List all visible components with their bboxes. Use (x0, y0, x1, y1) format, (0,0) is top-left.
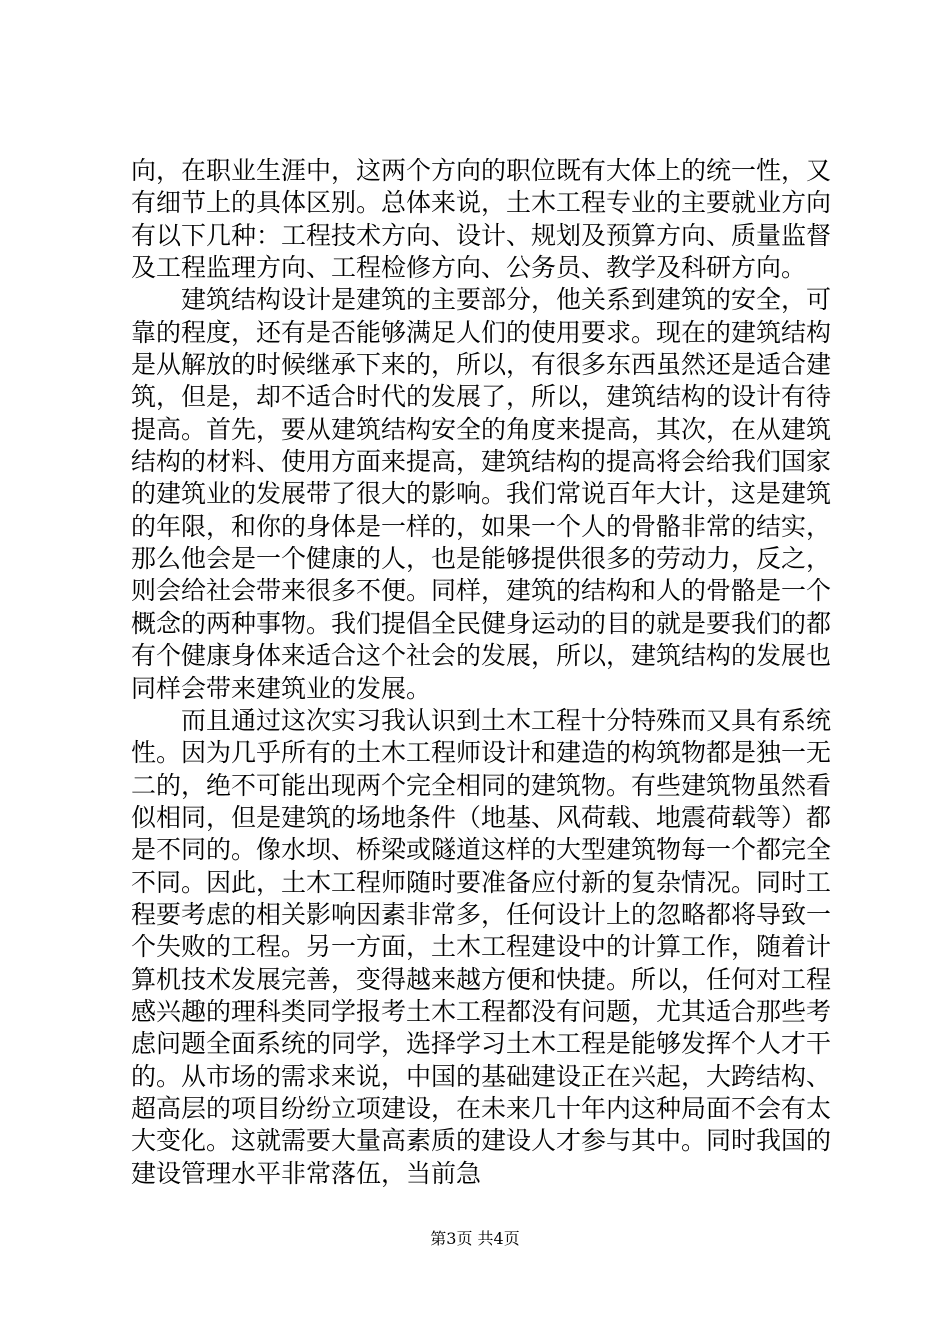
page-number-footer: 第3页 共4页 (430, 1229, 520, 1248)
paragraph-internship-insight: 而且通过这次实习我认识到土木工程十分特殊而又具有系统性。因为几乎所有的土木工程师设计和建造的构筑物都是独一无二的，绝不可能出现两个完全相同的建筑物。有些建筑物虽然看似相同，但是建筑的场地条件（地基、风荷载、地震荷载等）都是不同的。像水坝、桥梁或隧道这样的大型建筑物每一个都完全不同。因此，土木工程师随时要准备应付新的复杂情况。同时工程要考虑的相关影响因素非常多，任何设计上的忽略都将导致一个失败的工程。另一方面，土木工程建设中的计算工作，随着计算机技术发展完善，变得越来越方便和快捷。所以，任何对工程感兴趣的理科类同学报考土木工程都没有问题，尤其适合那些考虑问题全面系统的同学，选择学习土木工程是能够发挥个人才干的。从市场的需求来说，中国的基础建设正在兴起，大跨结构、超高层的项目纷纷立项建设，在未来几十年内这种局面不会有太大变化。这就需要大量高素质的建设人才参与其中。同时我国的建设管理水平非常落伍，当前急 (131, 705, 832, 1188)
paragraph-continuation: 向，在职业生涯中，这两个方向的职位既有大体上的统一性，又有细节上的具体区别。总体来说，土木工程专业的主要就业方向有以下几种：工程技术方向、设计、规划及预算方向、质量监督及工程监理方向、工程检修方向、公务员、教学及科研方向。 (131, 156, 832, 283)
document-body (131, 155, 831, 1190)
paragraph-structure-design: 建筑结构设计是建筑的主要部分，他关系到建筑的安全，可靠的程度，还有是否能够满足人们的使用要求。现在的建筑结构是从解放的时候继承下来的，所以，有很多东西虽然还是适合建筑，但是，却不适合时代的发展了，所以，建筑结构的设计有待提高。首先，要从建筑结构安全的角度来提高，其次，在从建筑结构的材料、使用方面来提高，建筑结构的提高将会给我们国家的建筑业的发展带了很大的影响。我们常说百年大计，这是建筑的年限，和你的身体是一样的，如果一个人的骨骼非常的结实，那么他会是一个健康的人，也是能够提供很多的劳动力，反之，则会给社会带来很多不便。同样，建筑的结构和人的骨骼是一个概念的两种事物。我们提倡全民健身运动的目的就是要我们的都有个健康身体来适合这个社会的发展，所以，建筑结构的发展也同样会带来建筑业的发展。 (131, 285, 832, 703)
